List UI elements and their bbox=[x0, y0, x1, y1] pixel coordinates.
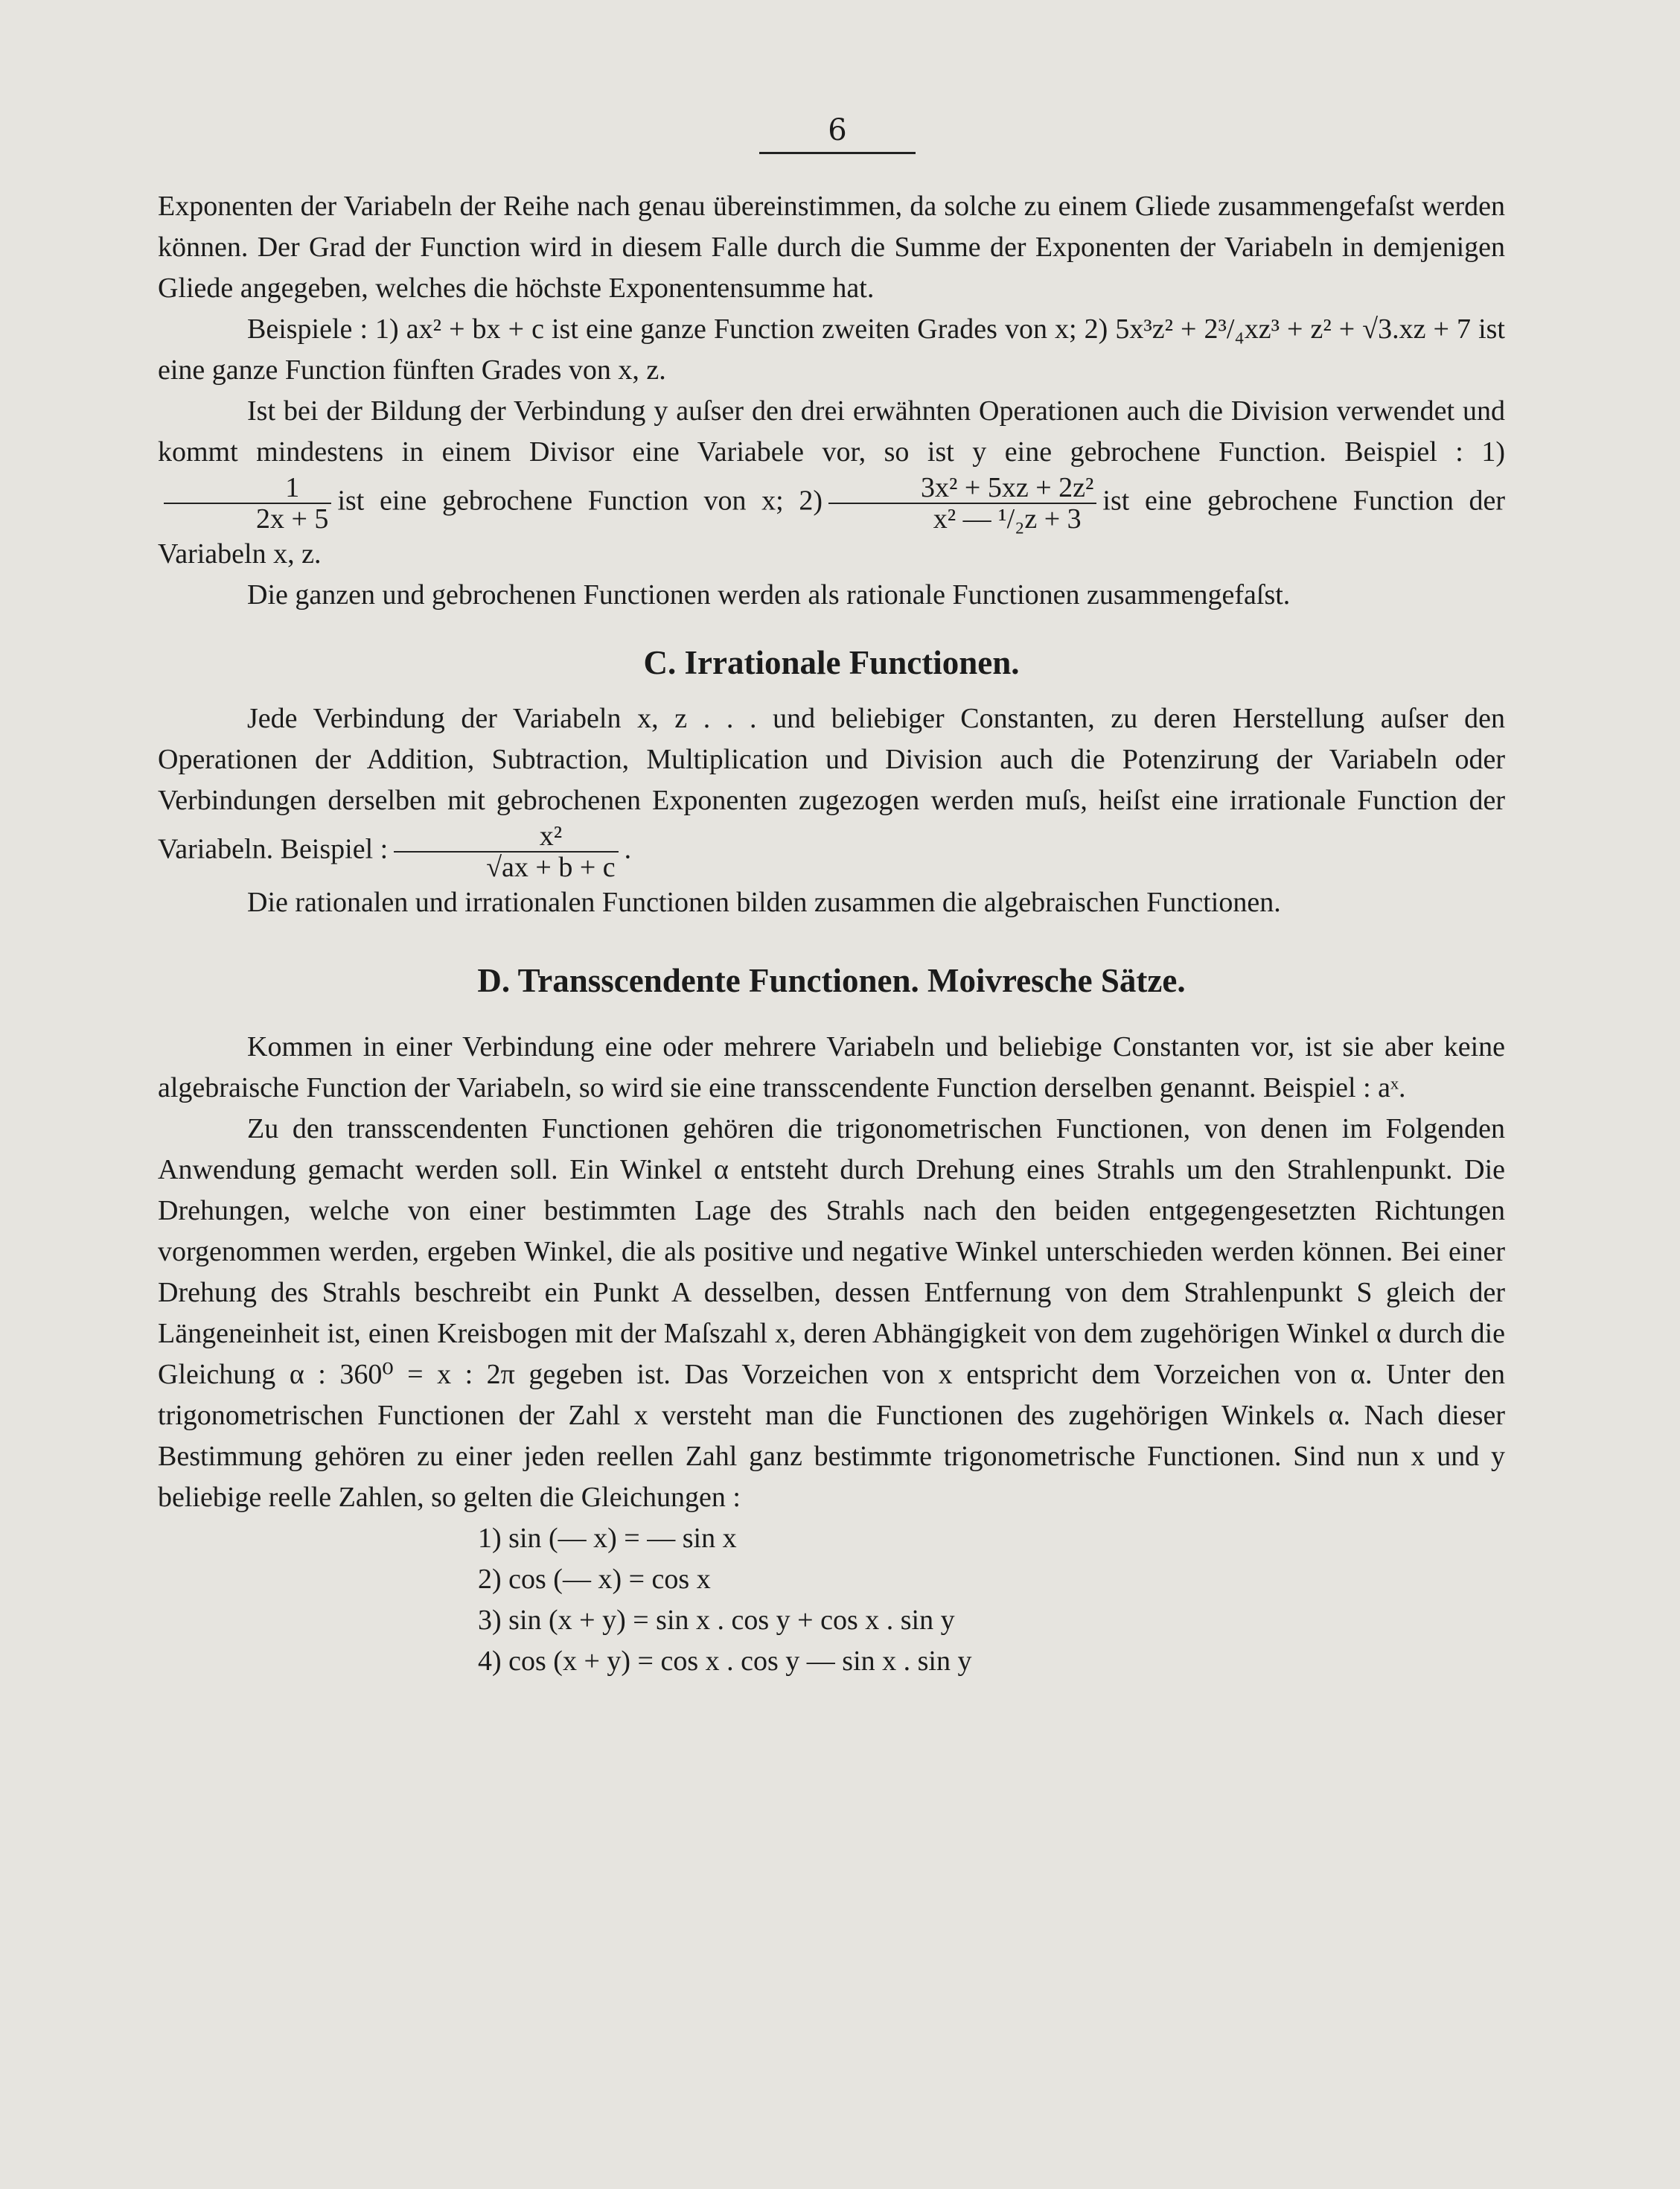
paragraph-irrational: Jede Verbindung der Variabeln x, z . . . und beliebiger Constanten, zu deren Herstellung auſser den Operationen der Addition, Subtraction, Multiplication und Division auch die Potenzirung der Variabeln oder Verbindungen derselben mit gebrochenen Exponenten zugezogen werden muſs, heiſst eine irrationale Function der Variabeln. Beispiel : $\frac{\text{x²}}{√ax + b + c}$ . bbox=[158, 703, 1505, 883]
equation: 3) sin (x + y) = sin x . cos y + cos x . sin y bbox=[478, 1605, 955, 1636]
fraction bbox=[164, 473, 331, 534]
text-body bbox=[158, 186, 1505, 1682]
paragraph: Die ganzen und gebrochenen Functionen werden als rationale Functionen zusammengefaſst. bbox=[247, 579, 1291, 611]
fraction bbox=[828, 473, 1096, 534]
fraction-denominator: √ax + b + c bbox=[486, 852, 616, 883]
paragraph: Kommen in einer Verbindung eine oder mehrere Variabeln und beliebige Constanten vor, ist sie aber keine algebraische Function der Variabeln, so wird sie eine transscendente Function derselben genannt. Beispiel : aˣ. bbox=[158, 1031, 1505, 1103]
paragraph-text: ist eine gebrochene Function von x; 2) bbox=[337, 485, 823, 517]
page-number: 6 bbox=[759, 112, 916, 154]
paragraph: Zu den transscendenten Functionen gehören die trigonometrischen Functionen, von denen im Folgenden Anwendung gemacht werden soll. Ein Winkel α entsteht durch Drehung eines Strahls um den Strahlenpunkt. Die Drehungen, welche von einer bestimmten Lage des Strahls nach den beiden entgegengesetzten Richtungen vorgenommen werden, ergeben Winkel, die als positive und negative Winkel unterschieden werden können. Bei einer Drehung des Strahls beschreibt ein Punkt A desselben, dessen Entfernung von dem Strahlenpunkt S gleich der Längeneinheit ist, einen Kreisbogen mit der Maſszahl x, deren Abhängigkeit von dem zugehörigen Winkel α durch die Gleichung α : 360⁰ = x : 2π gegeben ist. Das Vorzeichen von x entspricht dem Vorzeichen von α. Unter den trigonometrischen Functionen der Zahl x versteht man die Functionen des zugehörigen Winkels α. Nach dieser Bestimmung gehören zu einer jeden reellen Zahl ganz bestimmte trigonometrische Functionen. Sind nun x und y beliebige reelle Zahlen, so gelten die Gleichungen : bbox=[158, 1113, 1505, 1513]
fraction-denominator: x² — ¹/₂z + 3 bbox=[933, 503, 1082, 535]
equation: 4) cos (x + y) = cos x . cos y — sin x . sin y bbox=[478, 1645, 972, 1677]
paragraph: Beispiele : 1) ax² + bx + c ist eine ganze Function zweiten Grades von x; 2) 5x³z² + 2³/₄xz³ + z² + √3.xz + 7 ist eine ganze Function fünften Grades von x, z. bbox=[158, 313, 1505, 386]
equation: 2) cos (— x) = cos x bbox=[478, 1564, 711, 1595]
fraction-numerator: x² bbox=[394, 821, 618, 853]
paragraph-text: Ist bei der Bildung der Verbindung y auſser den drei erwähnten Operationen auch die Division verwendet und kommt mindestens in einem Divisor eine Variabele vor, so ist y eine gebrochene Function. Beispiel : 1) bbox=[158, 395, 1505, 468]
paragraph-text: ist eine gebrochene Function der Variabeln x, z. bbox=[158, 485, 1506, 570]
fraction bbox=[394, 821, 618, 882]
paragraph: Exponenten der Variabeln der Reihe nach genau übereinstimmen, da solche zu einem Gliede zusammengefaſst werden können. Der Grad der Function wird in diesem Falle durch die Summe der Exponenten der Variabeln in demjenigen Gliede angegeben, welches die höchste Exponentensumme hat. bbox=[158, 191, 1505, 304]
paragraph: Die rationalen und irrationalen Functionen bilden zusammen die algebraischen Functionen. bbox=[247, 887, 1281, 918]
fraction-numerator: 1 bbox=[164, 473, 331, 504]
fraction-denominator: 2x + 5 bbox=[256, 503, 329, 535]
paragraph-text: Jede Verbindung der Variabeln x, z . . . und beliebiger Constanten, zu deren Herstellung auſser den Operationen der Addition, Subtraction, Multiplication und Division auch die Potenzirung der Variabeln oder Verbindungen derselben mit gebrochenen Exponenten zugezogen werden muſs, heiſst eine irrationale Function der Variabeln. Beispiel : bbox=[158, 703, 1505, 865]
equation-list bbox=[158, 1518, 1505, 1682]
paragraph-fractions bbox=[158, 391, 1505, 575]
section-heading-c: C. Irrationale Functionen. bbox=[643, 644, 1020, 681]
equation: 1) sin (— x) = — sin x bbox=[478, 1523, 737, 1554]
fraction-numerator: 3x² + 5xz + 2z² bbox=[828, 473, 1096, 504]
section-heading-d: D. Transscendente Functionen. Moivresche Sätze. bbox=[477, 962, 1186, 999]
